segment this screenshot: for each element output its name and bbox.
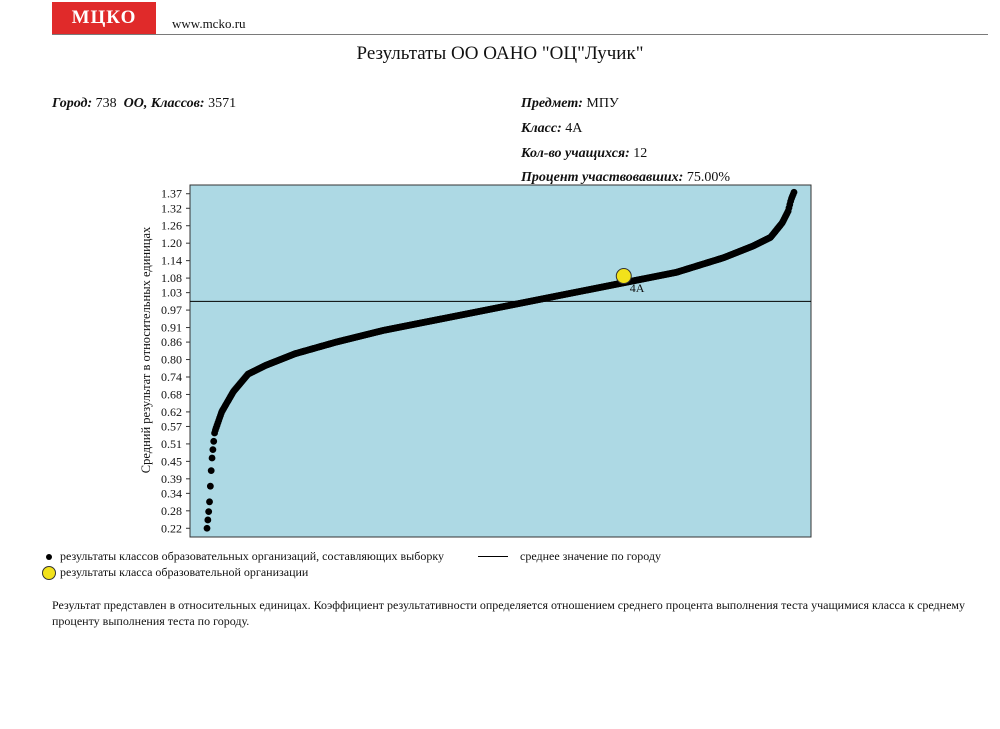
city-label: Город: xyxy=(52,96,93,111)
participation-label: Процент участвовавших: xyxy=(521,170,684,185)
class-result-point xyxy=(791,189,798,196)
y-tick-label: 0.97 xyxy=(161,303,182,318)
y-tick-label: 0.91 xyxy=(161,320,182,335)
highlighted-class-label: 4А xyxy=(629,281,645,296)
y-tick-label: 1.26 xyxy=(161,218,182,233)
legend-mean xyxy=(478,549,661,564)
class-value: 4А xyxy=(565,121,583,136)
y-tick-label: 1.20 xyxy=(161,236,182,251)
y-tick-label: 0.28 xyxy=(161,503,182,518)
mcko-logo[interactable]: МЦКО xyxy=(52,2,156,34)
y-tick-label: 0.45 xyxy=(161,454,182,469)
y-tick-label: 1.08 xyxy=(161,271,182,286)
subject-label: Предмет: xyxy=(521,96,583,111)
y-tick-label: 1.03 xyxy=(161,285,182,300)
legend-sample xyxy=(46,549,444,564)
legend-yellow-dot-icon xyxy=(42,566,56,580)
y-tick-label: 0.62 xyxy=(161,404,182,419)
subject-value: МПУ xyxy=(586,96,619,111)
y-tick-label: 1.14 xyxy=(161,253,182,268)
classes-value: 3571 xyxy=(208,96,237,111)
y-tick-label: 0.34 xyxy=(161,486,182,501)
y-tick-label: 0.22 xyxy=(161,521,182,536)
y-tick-label: 0.86 xyxy=(161,335,182,350)
class-result-point xyxy=(210,438,217,445)
class-result-point xyxy=(204,525,211,532)
page-title: Результаты ОО ОАНО "ОЦ"Лучик" xyxy=(356,43,644,64)
students-value: 12 xyxy=(633,146,648,161)
y-tick-label: 0.68 xyxy=(161,387,182,402)
class-result-point xyxy=(204,517,211,524)
class-result-point xyxy=(206,498,213,505)
oo-classes-label: ОО, Классов: xyxy=(123,96,205,111)
city-value: 738 xyxy=(95,96,117,111)
legend-black-dot-icon xyxy=(46,554,52,560)
y-tick-label: 0.39 xyxy=(161,471,182,486)
class-result-point xyxy=(205,508,212,515)
students-label: Кол-во учащихся: xyxy=(521,146,630,161)
y-tick-label: 1.32 xyxy=(161,201,182,216)
y-axis-label: Средний результат в относительных единицах xyxy=(139,226,153,474)
class-label: Класс: xyxy=(521,121,562,136)
legend-sample-label: результаты классов образовательных организаций, составляющих выборку xyxy=(60,549,444,563)
legend-mean-label: среднее значение по городу xyxy=(520,549,662,563)
legend-line-icon xyxy=(478,556,508,557)
participation-value: 75.00% xyxy=(686,170,730,185)
footnote: Результат представлен в относительных единицах. Коэффициент результативности определяется отношением среднего процента выполнения теста учащимися класса к среднему проценту выполнения теста по городу. xyxy=(52,598,966,628)
class-result-point xyxy=(209,455,216,462)
y-tick-label: 1.37 xyxy=(161,186,182,201)
class-result-point xyxy=(208,467,215,474)
class-result-point xyxy=(207,483,214,490)
y-tick-label: 0.74 xyxy=(161,370,182,384)
y-tick-label: 0.51 xyxy=(161,436,182,451)
class-result-point xyxy=(209,446,216,453)
y-tick-label: 0.57 xyxy=(161,419,182,434)
y-tick-label: 0.80 xyxy=(161,352,182,367)
legend-highlight xyxy=(42,565,308,580)
site-url[interactable]: www.mcko.ru xyxy=(172,16,246,31)
legend-highlight-label: результаты класса образовательной организации xyxy=(60,565,309,579)
